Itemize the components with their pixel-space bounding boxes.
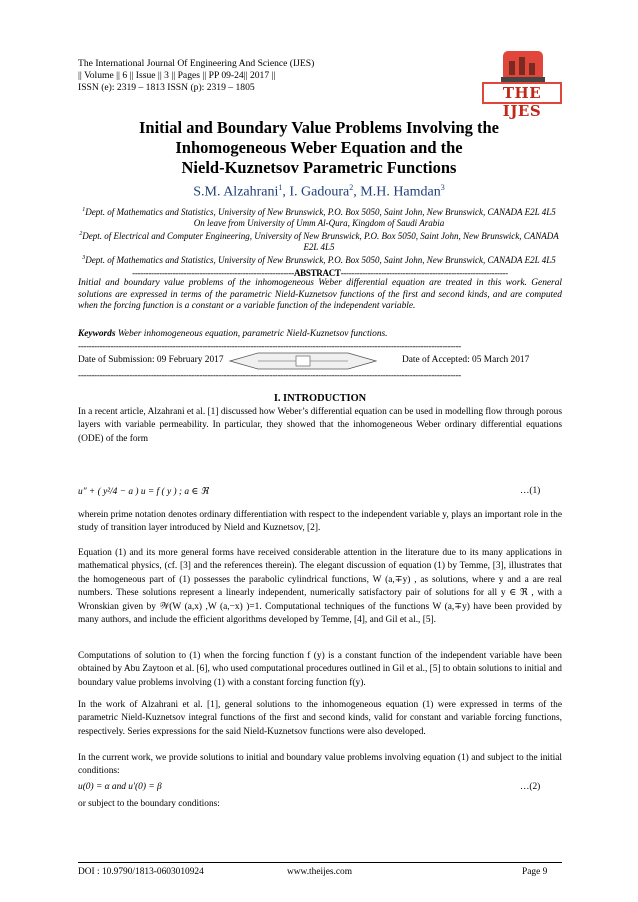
author-1: S.M. Alzahrani <box>193 184 279 200</box>
submission-date: Date of Submission: 09 February 2017 <box>78 355 224 365</box>
title-line-3: Nield-Kuznetsov Parametric Functions <box>181 158 457 177</box>
author-3: M.H. Hamdan <box>360 184 441 200</box>
journal-name: The International Journal Of Engineering And Science (IJES) <box>78 58 315 69</box>
volume-line: || Volume || 6 || Issue || 3 || Pages || PP 09-24|| 2017 || <box>78 70 276 81</box>
keywords: Keywords Weber inhomogeneous equation, parametric Nield-Kuznetsov functions. <box>78 329 388 339</box>
title-line-2: Inhomogeneous Weber Equation and the <box>175 138 463 157</box>
footer-doi: DOI : 10.9790/1813-0603010924 <box>78 867 204 877</box>
footer-page: Page 9 <box>522 867 548 877</box>
footer-site: www.theijes.com <box>287 867 353 877</box>
equation-1-number: …(1) <box>520 486 541 496</box>
paper-title <box>60 118 578 178</box>
paragraph-2: wherein prime notation denotes ordinary differentiation with respect to the independent variable y, plays an important role in the study of transition layer introduced by Nield and Kuznetsov, [2]. <box>78 510 562 534</box>
paragraph-6: In the current work, we provide solutions to initial and boundary value problems involving equation (1) and subject to the initial conditions: <box>78 753 562 777</box>
divider-line: ---------------------------------------------------------------------------------------------------------------------------------------------- <box>78 370 461 380</box>
issn-line: ISSN (e): 2319 – 1813 ISSN (p): 2319 – 1805 <box>78 82 255 93</box>
paragraph-7: or subject to the boundary conditions: <box>78 799 220 809</box>
section-heading: I. INTRODUCTION <box>273 393 367 404</box>
double-arrow-icon <box>228 350 378 372</box>
affiliation-2: $^2$Dept. of Electrical and Computer Engineering, University of New Brunswick, P.O. Box 5050, Saint John, New Brunswick, CANADA E2L 4L5 <box>79 231 559 252</box>
title-line-1: Initial and Boundary Value Problems Involving the <box>138 118 500 137</box>
affiliation-1: $^1$Dept. of Mathematics and Statistics, University of New Brunswick, P.O. Box 5050, Saint John, New Brunswick, CANADA E2L 4L5 On leave from University of Umm Al-Qura, Kingdom of Saudi Arabia <box>82 207 556 228</box>
equation-2: u(0) = α and u′(0) = β <box>78 782 162 792</box>
paragraph-1: In a recent article, Alzahrani et al. [1] discussed how Weber’s differential equation can be used in modelling flow through porous layers with variable permeability. In particular, they showed that the inhomogeneous Weber ordinary differential equations (ODE) of the form <box>78 407 562 444</box>
paragraph-4: Computations of solution to (1) when the forcing function f (y) is a constant function of the independent variable have been obtained by Abu Zaytoon et al. [6], who used computational procedures outlined in Gil et al., [5] to obtain solutions to initial and boundary value problems involving (1) with a constant forcing function f(y). <box>78 651 562 688</box>
abstract-heading: ------------------------------------------------------------ABSTRACT-------------------------------------------------------------- <box>132 268 508 278</box>
equation-1: u″ + ( y²/4 − a ) u = f ( y ) ; a ∈ ℜ <box>78 487 209 497</box>
affiliation-3: $^3$Dept. of Mathematics and Statistics, University of New Brunswick, P.O. Box 5050, Saint John, New Brunswick, CANADA E2L 4L5 <box>82 255 556 265</box>
logo-text: THE IJES <box>502 84 542 120</box>
author-list: S.M. Alzahrani$^1$, I. Gadoura$^2$, M.H. Hamdan$^3$ <box>193 183 445 200</box>
paragraph-5: In the work of Alzahrani et al. [1], general solutions to the inhomogeneous equation (1) were expressed in terms of the parametric Nield-Kuznetsov integral functions of the first and second kinds, valid for constant and variable forcing functions, respectively. Series expressions for the said Nield-Kuznetsov functions were also developed. <box>78 700 562 737</box>
paragraph-3: Equation (1) and its more general forms have received considerable attention in the literature due to its many applications in mathematical physics, (cf. [3] and the references therein). The elegant discussion of equation (1) by Temme, [3], illustrates that the homogeneous part of (1) possesses the parabolic cylindrical functions, W (a,∓y) , as solutions, where y and a are real numbers. These solutions represent a linearly independent, numerically satisfactory pair of solutions for all y ∈ ℜ , with a Wronskian given by 𝒲(W (a,x) ,W (a,−x) )=1. Computational techniques of the functions W (a,∓y) have been provided by many authors, and include the efficient algorithms developed by Temme, [4], and Gil et al., [5]. <box>78 548 562 626</box>
ijes-logo <box>481 47 563 120</box>
author-2: I. Gadoura <box>289 184 350 200</box>
footer-rule <box>78 862 562 863</box>
equation-2-number: …(2) <box>520 782 541 792</box>
accepted-date: Date of Accepted: 05 March 2017 <box>402 355 530 365</box>
divider-line: ---------------------------------------------------------------------------------------------------------------------------------------------- <box>78 341 461 351</box>
abstract-text: Initial and boundary value problems of the inhomogeneous Weber differential equation are treated in this work. General solutions are expressed in terms of the parametric Nield-Kuznetsov functions of the first and second kinds, and are computed when the forcing function is a constant or a variable function of the independent variable. <box>78 278 562 312</box>
